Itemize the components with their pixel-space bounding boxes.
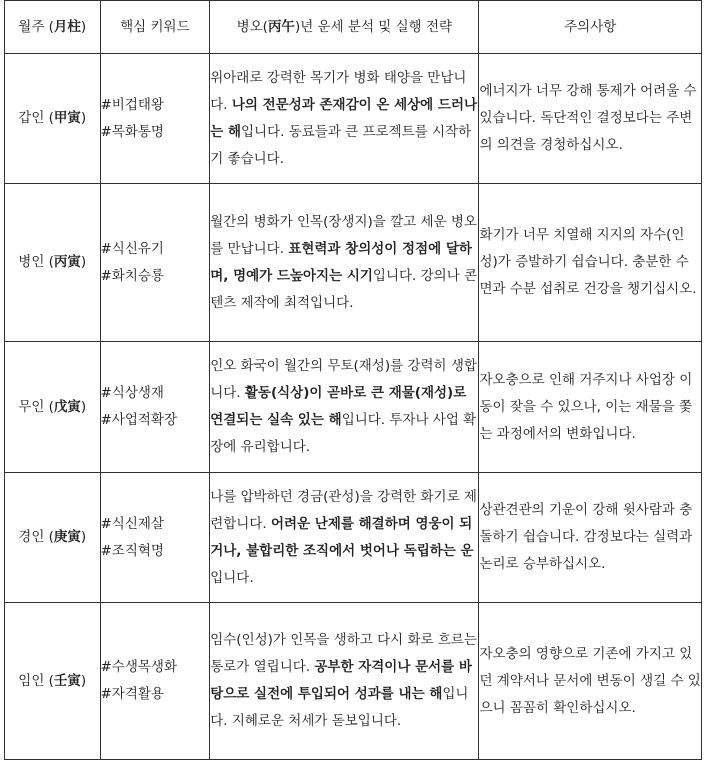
analysis-cell: 인오 화국이 월간의 무토(재성)를 강력히 생합니다. 활동(식상)이 곧바로 큰 재물(재성)로 연결되는 실속 있는 해입니다. 투자나 사업 확장에 유리합니다. [210,342,479,473]
table-row [5,54,702,184]
keyword-2: #사업적확장 [100,412,178,428]
keyword-1: #식신유기 [100,240,164,257]
caution-cell: 화기가 너무 치열해 지지의 자수(인성)가 증발하기 쉽습니다. 충분한 수면과 수분 섭취로 건강을 챙기십시오. [479,184,702,342]
analysis-cell: 임수(인성)가 인목을 생하고 다시 화로 흐르는 통로가 열립니다. 공부한 자격이나 문서를 바탕으로 실전에 투입되어 성과를 내는 해입니다. 지혜로운 처세가 돋보입니다. [210,603,479,760]
keyword-2: #화치승룡 [100,267,164,284]
table-row [5,342,702,473]
table-row [5,473,702,603]
pillar-cell: 임인 (壬寅) [5,603,101,760]
caution-cell: 자오충의 영향으로 기존에 가지고 있던 계약서나 문서에 변동이 생길 수 있으니 꼼꼼히 확인하십시오. [479,603,702,760]
analysis-cell: 나를 압박하던 경금(관성)을 강력한 화기로 제련합니다. 어려운 난제를 해결하며 영웅이 되거나, 불합리한 조직에서 벗어나 독립하는 운입니다. [210,473,479,603]
pillar-cell: 병인 (丙寅) [5,184,101,342]
keyword-2: #자격활용 [100,686,164,702]
table-row [5,184,702,342]
keyword-2: #조직혁명 [100,542,164,559]
keyword-1: #수생목생화 [100,659,178,675]
header-row [5,1,702,54]
header-keyword: 핵심 키워드 [100,1,210,54]
keyword-cell [100,603,210,760]
pillar-cell: 무인 (戊寅) [5,342,101,473]
analysis-cell: 월간의 병화가 인목(장생지)을 깔고 세운 병오를 만납니다. 표현력과 창의성이 정점에 달하며, 명예가 드높아지는 시기입니다. 강의나 콘텐츠 제작에 최적입니다. [210,184,479,342]
keyword-2: #목화통명 [100,123,164,140]
keyword-cell [100,184,210,342]
keyword-1: #비겁태왕 [100,96,164,113]
header-analysis: 병오(丙午)년 운세 분석 및 실행 전략 [210,1,479,54]
keyword-cell [100,54,210,184]
keyword-cell [100,473,210,603]
fortune-table [4,0,702,760]
keyword-1: #식신제살 [100,515,164,532]
analysis-cell: 위아래로 강력한 목기가 병화 태양을 만납니다. 나의 전문성과 존재감이 온 세상에 드러나는 해입니다. 동료들과 큰 프로젝트를 시작하기 좋습니다. [210,54,479,184]
caution-cell: 상관견관의 기운이 강해 윗사람과 충돌하기 쉽습니다. 감정보다는 실력과 논리로 승부하십시오. [479,473,702,603]
keyword-1: #식상생재 [100,385,164,401]
caution-cell: 자오충으로 인해 거주지나 사업장 이동이 잦을 수 있으나, 이는 재물을 쫓는 과정에서의 변화입니다. [479,342,702,473]
caution-cell: 에너지가 너무 강해 통제가 어려울 수 있습니다. 독단적인 결정보다는 주변의 의견을 경청하십시오. [479,54,702,184]
pillar-cell: 경인 (庚寅) [5,473,101,603]
pillar-cell: 갑인 (甲寅) [5,54,101,184]
header-caution: 주의사항 [479,1,702,54]
table-row [5,603,702,760]
keyword-cell [100,342,210,473]
header-pillar: 월주 (月柱) [5,1,101,54]
